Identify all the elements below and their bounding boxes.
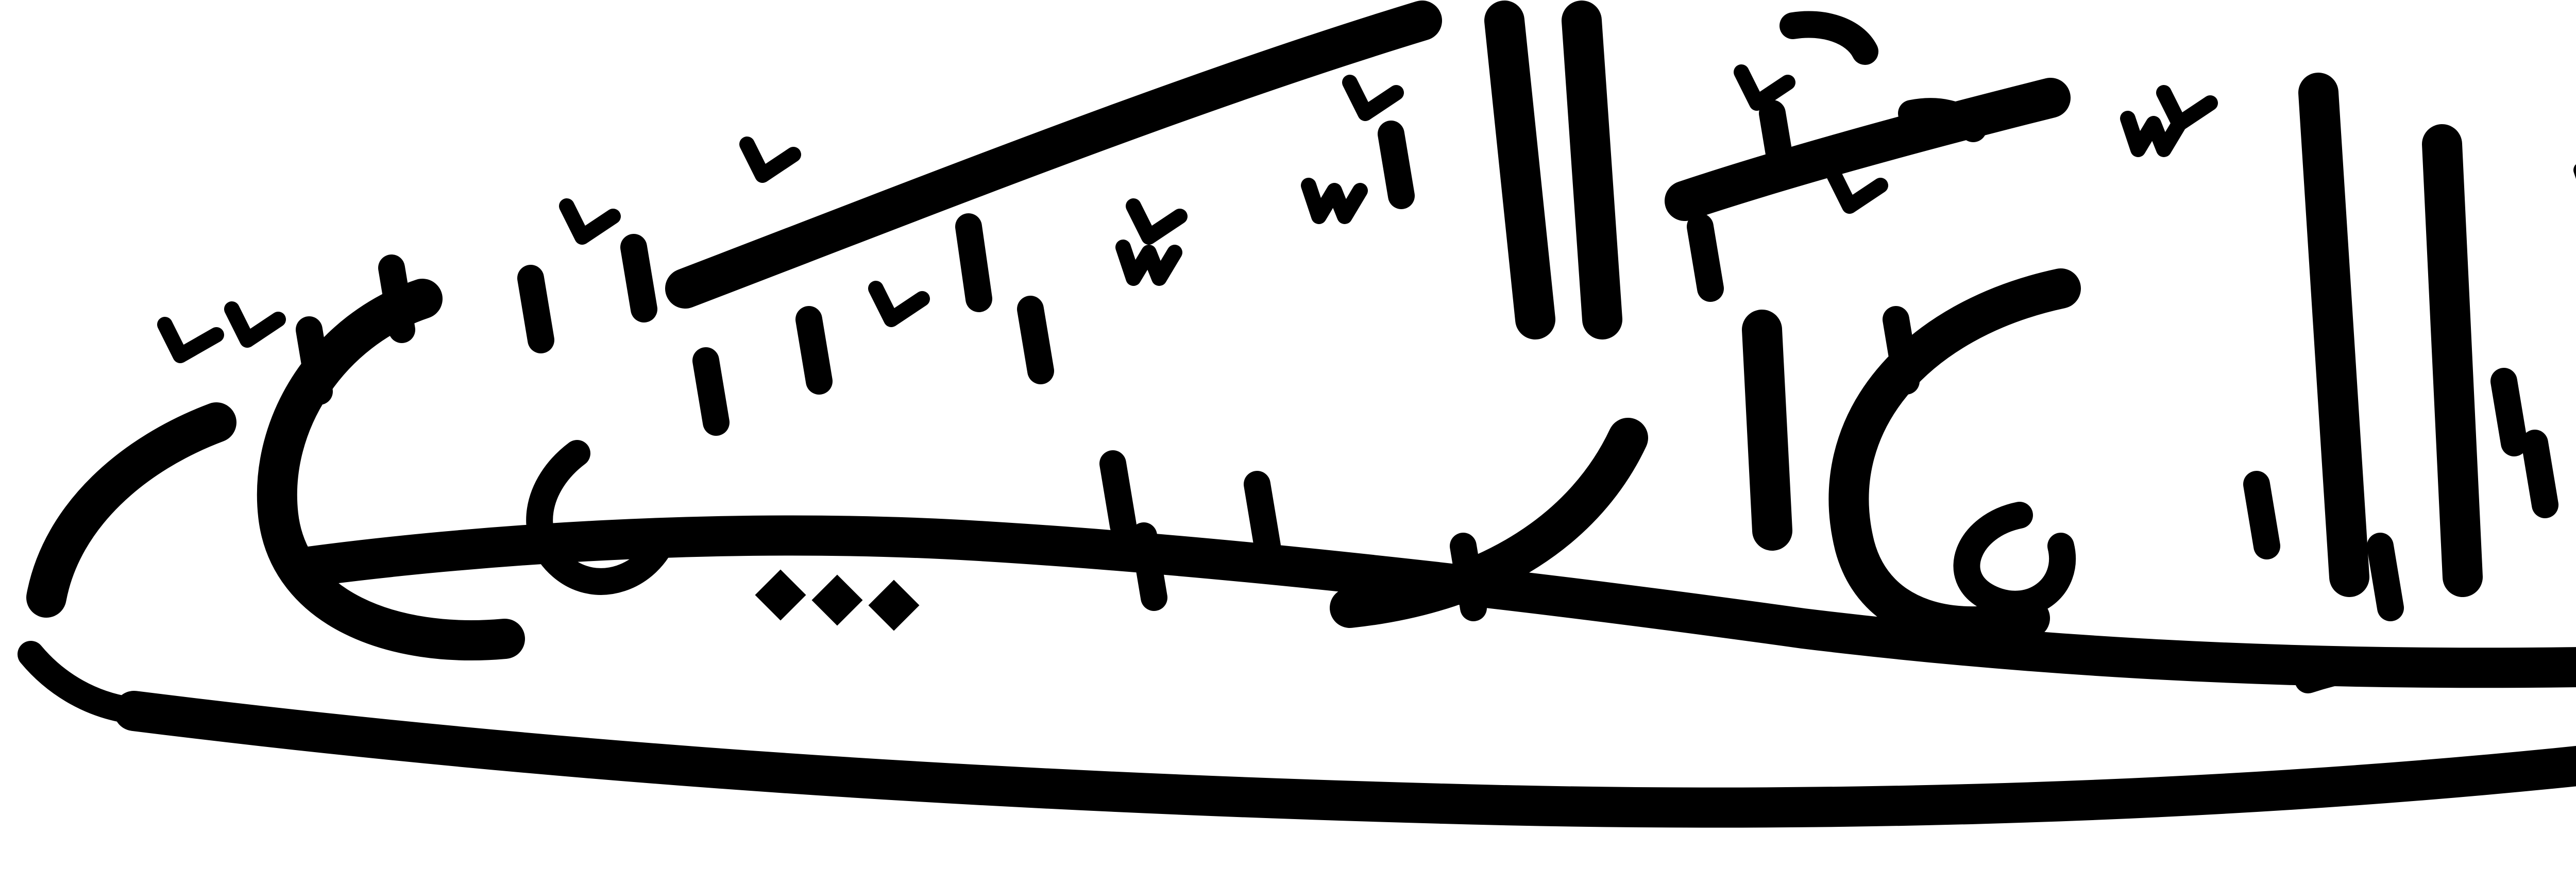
alif-3 xyxy=(1762,330,1772,531)
baseline-tail xyxy=(31,654,134,711)
left-small-loop xyxy=(539,453,665,582)
dots-cluster xyxy=(755,570,920,631)
bottom-kasra-1 xyxy=(2308,665,2401,680)
alif-5 xyxy=(2442,144,2463,577)
top-kasra-1 xyxy=(1793,24,1865,52)
alif-1 xyxy=(1504,21,1535,319)
alif-4 xyxy=(2318,93,2349,577)
center-mim-loop xyxy=(1967,515,2062,604)
left-outer-curve xyxy=(46,422,216,598)
alif-2 xyxy=(1582,21,1602,319)
calligraphy-ink xyxy=(31,21,2576,808)
